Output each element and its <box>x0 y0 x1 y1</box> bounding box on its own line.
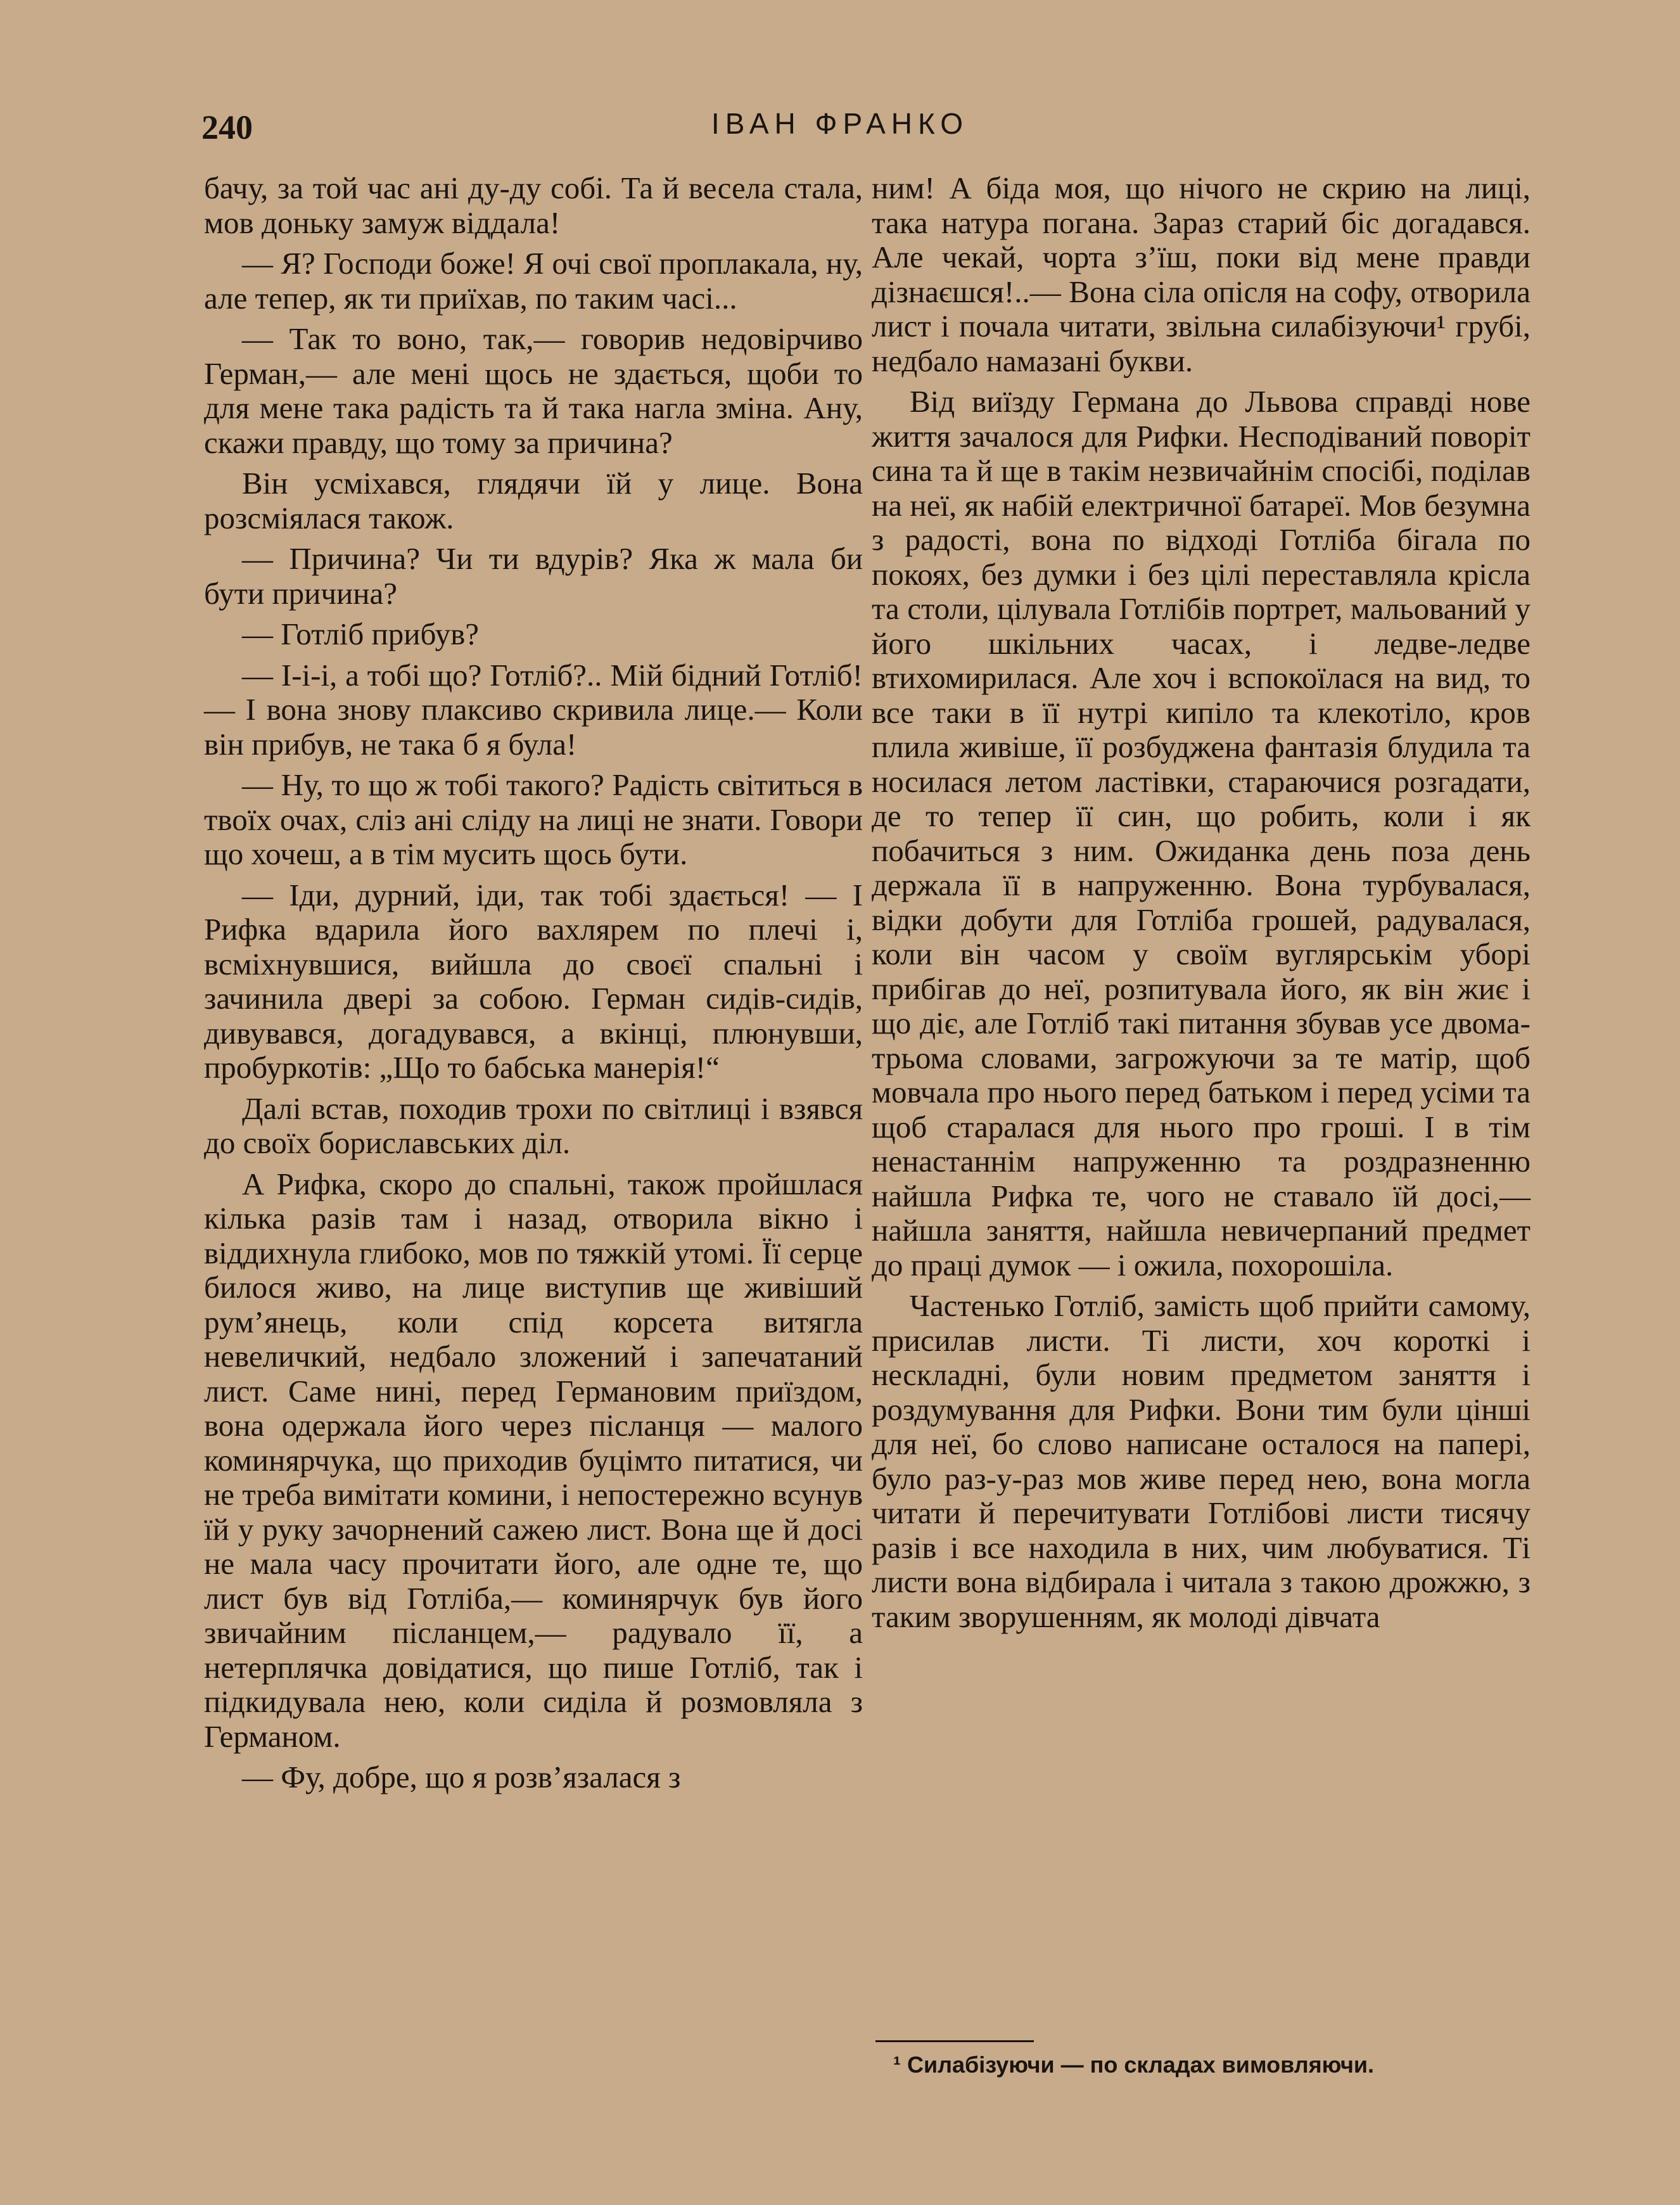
paragraph: — Так то воно, так,— говорив недовірчиво Герман,— але мені щось не здається, щоби то для мене така радість та й така нагла зміна. Ану, скажи правду, що тому за причина? <box>204 321 863 460</box>
paragraph: — Готліб прибув? <box>242 617 479 651</box>
paragraph: — І-і-і, а тобі що? Готліб?.. Мій бідний Готліб! — І вона знову плаксиво скривила лице.— Коли він прибув, не така б я була! <box>204 657 863 762</box>
paragraph: Далі встав, походив трохи по світлиці і взявся до своїх бориславських діл. <box>204 1090 863 1160</box>
paragraph: Він усміхався, глядячи їй у лице. Вона розсміялася також. <box>204 466 863 535</box>
footnote-rule <box>875 2040 1034 2042</box>
right-column <box>872 171 1530 1640</box>
paragraph: Від виїзду Германа до Львова справді нове життя зачалося для Рифки. Несподіваний поворіт сина та й ще в такім незвичайнім спосібі, поділав на неї, як набій електричної батареї. Мов безумна з радості, вона по відході Готліба бігала по покоях, без думки і без цілі переставляла крісла та столи, цілувала Готлібів портрет, мальований у його шкільних часах, і ледве-ледве втихомирилася. Але хоч і вспокоїлася на вид, то все таки в її нутрі кипіло та клекотіло, кров плила живіше, її розбуджена фантазія блудила та носилася летом ластівки, стараючися розгадати, де то тепер її син, що робить, коли і як побачиться з ним. Ожиданка день поза день держала її в напруженню. Вона турбувалася, відки добути для Готліба грошей, радувалася, коли він часом у своїм вуглярськім уборі прибігав до неї, розпитувала його, як він жиє і що діє, але Готліб такі питання збував усе двома-трьома словами, загрожуючи за те матір, щоб мовчала про нього перед батьком і перед усіми та щоб старалася для нього про гроші. І в тім ненастаннім напруженню та роздразненню найшла Рифка те, чого не ставало їй досі,— найшла заняття, найшла невичерпаний предмет до праці думок — і ожила, похорошіла. <box>872 384 1530 1282</box>
paragraph: — Іди, дурний, іди, так тобі здається! — І Рифка вдарила його вахлярем по плечі і, всміхнувшися, вийшла до своєї спальні і зачинила двері за собою. Герман сидів-сидів, дивувався, догадувався, а вкінці, плюнувши, пробуркотів: „Що то бабська манерія!“ <box>204 877 863 1085</box>
paragraph: бачу, за той час ані ду-ду собі. Та й весела стала, мов доньку замуж віддала! <box>204 170 863 240</box>
page-number: 240 <box>201 108 253 146</box>
left-column <box>204 171 863 1801</box>
paragraph: Частенько Готліб, замість щоб прийти самому, присилав листи. Ті листи, хоч короткі і нескладні, були новим предметом заняття і роздумування для Рифки. Вони тим були цінші для неї, бо слово написане осталося на папері, було раз-у-раз мов живе перед нею, вона могла читати й перечитувати Готлібові листи тисячу разів і все находила в них, чим любуватися. Ті листи вона відбирала і читала з такою дрожжю, з таким зворушенням, як молоді дівчата <box>872 1288 1530 1634</box>
paragraph: — Ну, то що ж тобі такого? Радість світиться в твоїх очах, сліз ані сліду на лиці не знати. Говори що хочеш, а в тім мусить щось бути. <box>204 767 863 871</box>
paragraph: ним! А біда моя, що нічого не скрию на лиці, така натура погана. Зараз старий біс догадався. Але чекай, чорта з’їш, поки від мене правди дізнаєшся!..— Вона сіла опісля на софу, отворила лист і почала читати, звільна силабізуючи¹ грубі, недбало намазані букви. <box>872 170 1530 378</box>
paragraph: — Я? Господи боже! Я очі свої проплакала, ну, але тепер, як ти приїхав, по таким часі... <box>204 246 863 316</box>
footnote: ¹ Силабізуючи — по складах вимовляючи. <box>893 2052 1375 2078</box>
paragraph: — Причина? Чи ти вдурів? Яка ж мала би бути причина? <box>204 541 863 611</box>
paragraph: — Фу, добре, що я розв’язалася з <box>242 1760 681 1794</box>
running-head: ІВАН ФРАНКО <box>711 107 969 140</box>
paragraph: А Рифка, скоро до спальні, також пройшлася кілька разів там і назад, отворила вікно і віддихнула глибоко, мов по тяжкій утомі. Її серце билося живо, на лице виступив ще живіший рум’янець, коли спід корсета витягла невеличкий, недбало зложений і запечатаний лист. Саме нині, перед Германовим приїздом, вона одержала його через післанця — малого коминярчука, що приходив буцімто питатися, чи не треба вимітати комини, і непостережно всунув їй у руку зачорнений сажею лист. Вона ще й досі не мала часу прочитати його, але одне те, що лист був від Готліба,— коминярчук був його звичайним післанцем,— радувало її, а нетерплячка довідатися, що пише Готліб, так і підкидувала нею, коли сиділа й розмовляла з Германом. <box>204 1166 863 1754</box>
